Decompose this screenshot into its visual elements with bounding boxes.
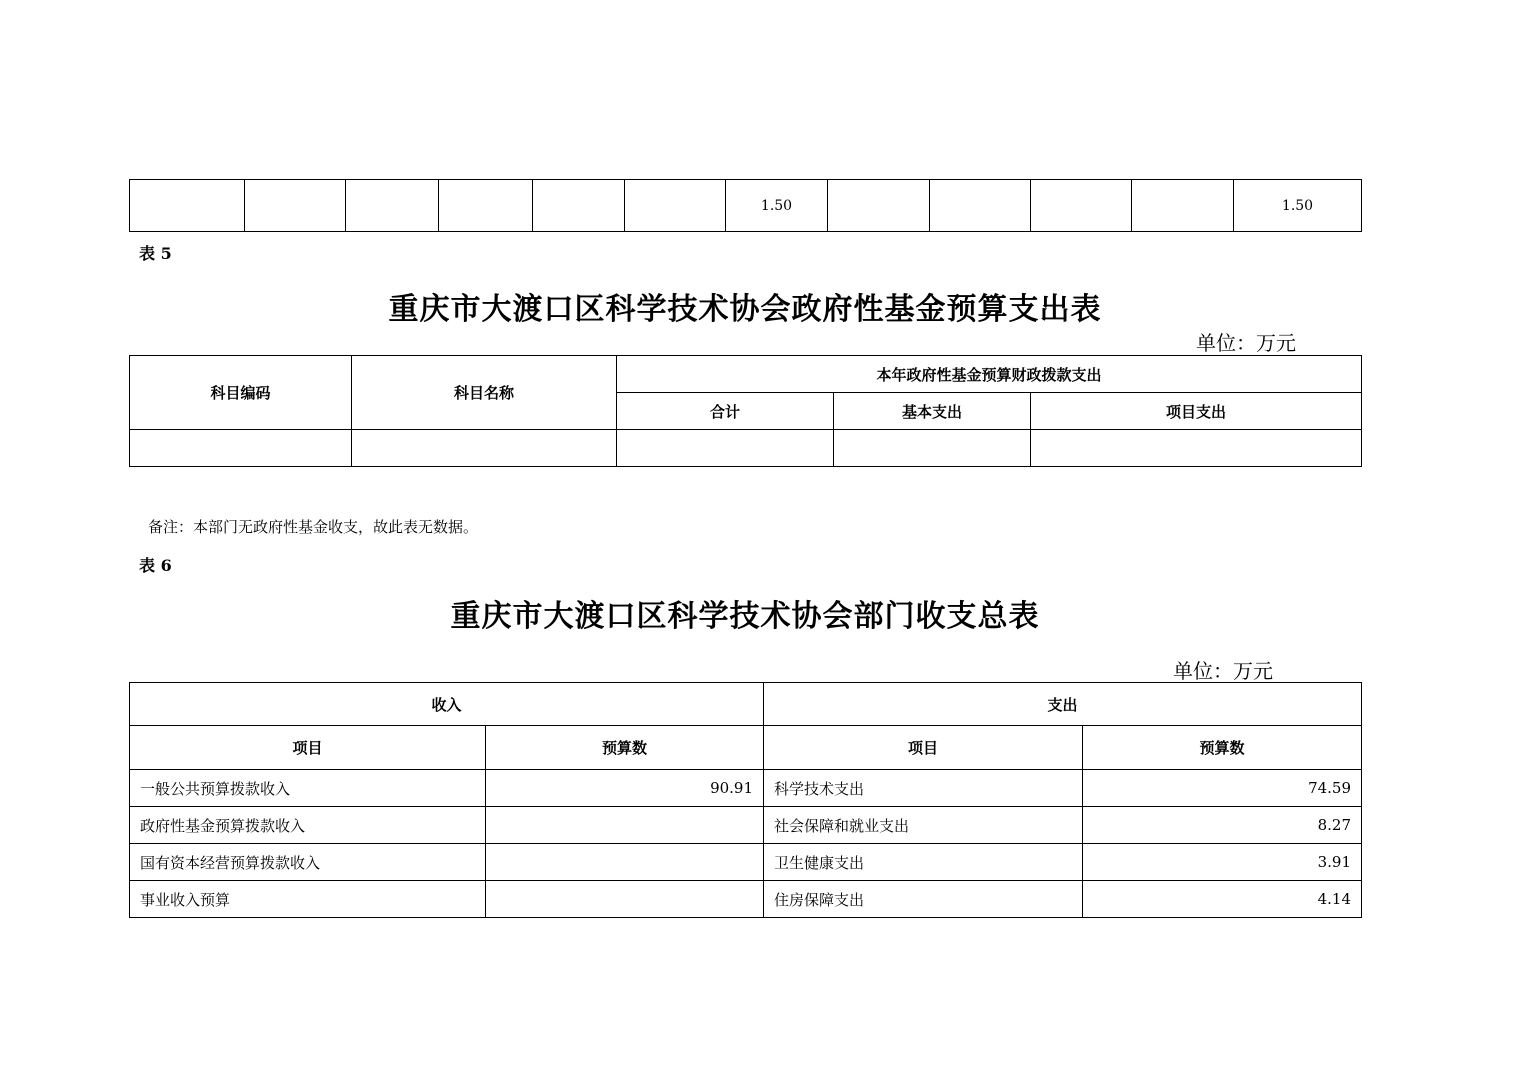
table-cell bbox=[1031, 180, 1132, 232]
header-expense: 支出 bbox=[764, 683, 1362, 726]
header-code: 科目编码 bbox=[130, 356, 352, 430]
table-cell bbox=[617, 430, 834, 467]
table-cell bbox=[1132, 180, 1234, 232]
header-name: 科目名称 bbox=[352, 356, 617, 430]
table-row bbox=[130, 430, 1362, 467]
header-expense-budget: 预算数 bbox=[1083, 726, 1362, 770]
expense-value: 4.14 bbox=[1083, 881, 1362, 918]
table-row bbox=[130, 807, 1362, 844]
income-value bbox=[486, 844, 764, 881]
header-group: 本年政府性基金预算财政拨款支出 bbox=[617, 356, 1362, 393]
income-value bbox=[486, 807, 764, 844]
expense-item: 住房保障支出 bbox=[764, 881, 1083, 918]
table-header-row bbox=[130, 726, 1362, 770]
table-cell bbox=[346, 180, 439, 232]
header-income-budget: 预算数 bbox=[486, 726, 764, 770]
table-cell bbox=[828, 180, 930, 232]
table5-title: 重庆市大渡口区科学技术协会政府性基金预算支出表 bbox=[388, 292, 1102, 327]
table-cell bbox=[130, 430, 352, 467]
expense-value: 74.59 bbox=[1083, 770, 1362, 807]
expense-item: 科学技术支出 bbox=[764, 770, 1083, 807]
table-cell bbox=[930, 180, 1031, 232]
table-cell bbox=[245, 180, 346, 232]
income-item: 事业收入预算 bbox=[130, 881, 486, 918]
table-row bbox=[130, 770, 1362, 807]
header-income-item: 项目 bbox=[130, 726, 486, 770]
table5 bbox=[129, 355, 1362, 467]
table6-label: 表 6 bbox=[139, 556, 172, 575]
income-value bbox=[486, 881, 764, 918]
income-value: 90.91 bbox=[486, 770, 764, 807]
header-income: 收入 bbox=[130, 683, 764, 726]
table6-title: 重庆市大渡口区科学技术协会部门收支总表 bbox=[450, 599, 1040, 634]
expense-value: 3.91 bbox=[1083, 844, 1362, 881]
table-header-row bbox=[130, 683, 1362, 726]
table-cell: 1.50 bbox=[1234, 180, 1362, 232]
table-cell bbox=[625, 180, 726, 232]
expense-item: 社会保障和就业支出 bbox=[764, 807, 1083, 844]
table5-label: 表 5 bbox=[139, 244, 172, 263]
header-project: 项目支出 bbox=[1031, 393, 1362, 430]
table5-unit: 单位：万元 bbox=[1196, 331, 1296, 355]
table-row bbox=[130, 881, 1362, 918]
table5-note: 备注：本部门无政府性基金收支，故此表无数据。 bbox=[148, 518, 479, 536]
table-row bbox=[130, 844, 1362, 881]
table-cell bbox=[352, 430, 617, 467]
header-total: 合计 bbox=[617, 393, 834, 430]
table-cell bbox=[1031, 430, 1362, 467]
expense-item: 卫生健康支出 bbox=[764, 844, 1083, 881]
header-basic: 基本支出 bbox=[834, 393, 1031, 430]
header-expense-item: 项目 bbox=[764, 726, 1083, 770]
table-cell bbox=[130, 180, 245, 232]
income-item: 一般公共预算拨款收入 bbox=[130, 770, 486, 807]
table6-unit: 单位：万元 bbox=[1173, 659, 1273, 683]
expense-value: 8.27 bbox=[1083, 807, 1362, 844]
continuation-table bbox=[129, 179, 1362, 232]
table-cell: 1.50 bbox=[726, 180, 828, 232]
income-item: 国有资本经营预算拨款收入 bbox=[130, 844, 486, 881]
table-row bbox=[130, 180, 1362, 232]
table-cell bbox=[533, 180, 625, 232]
table-cell bbox=[439, 180, 533, 232]
table-header-row bbox=[130, 356, 1362, 393]
table-cell bbox=[834, 430, 1031, 467]
table6 bbox=[129, 682, 1362, 918]
income-item: 政府性基金预算拨款收入 bbox=[130, 807, 486, 844]
